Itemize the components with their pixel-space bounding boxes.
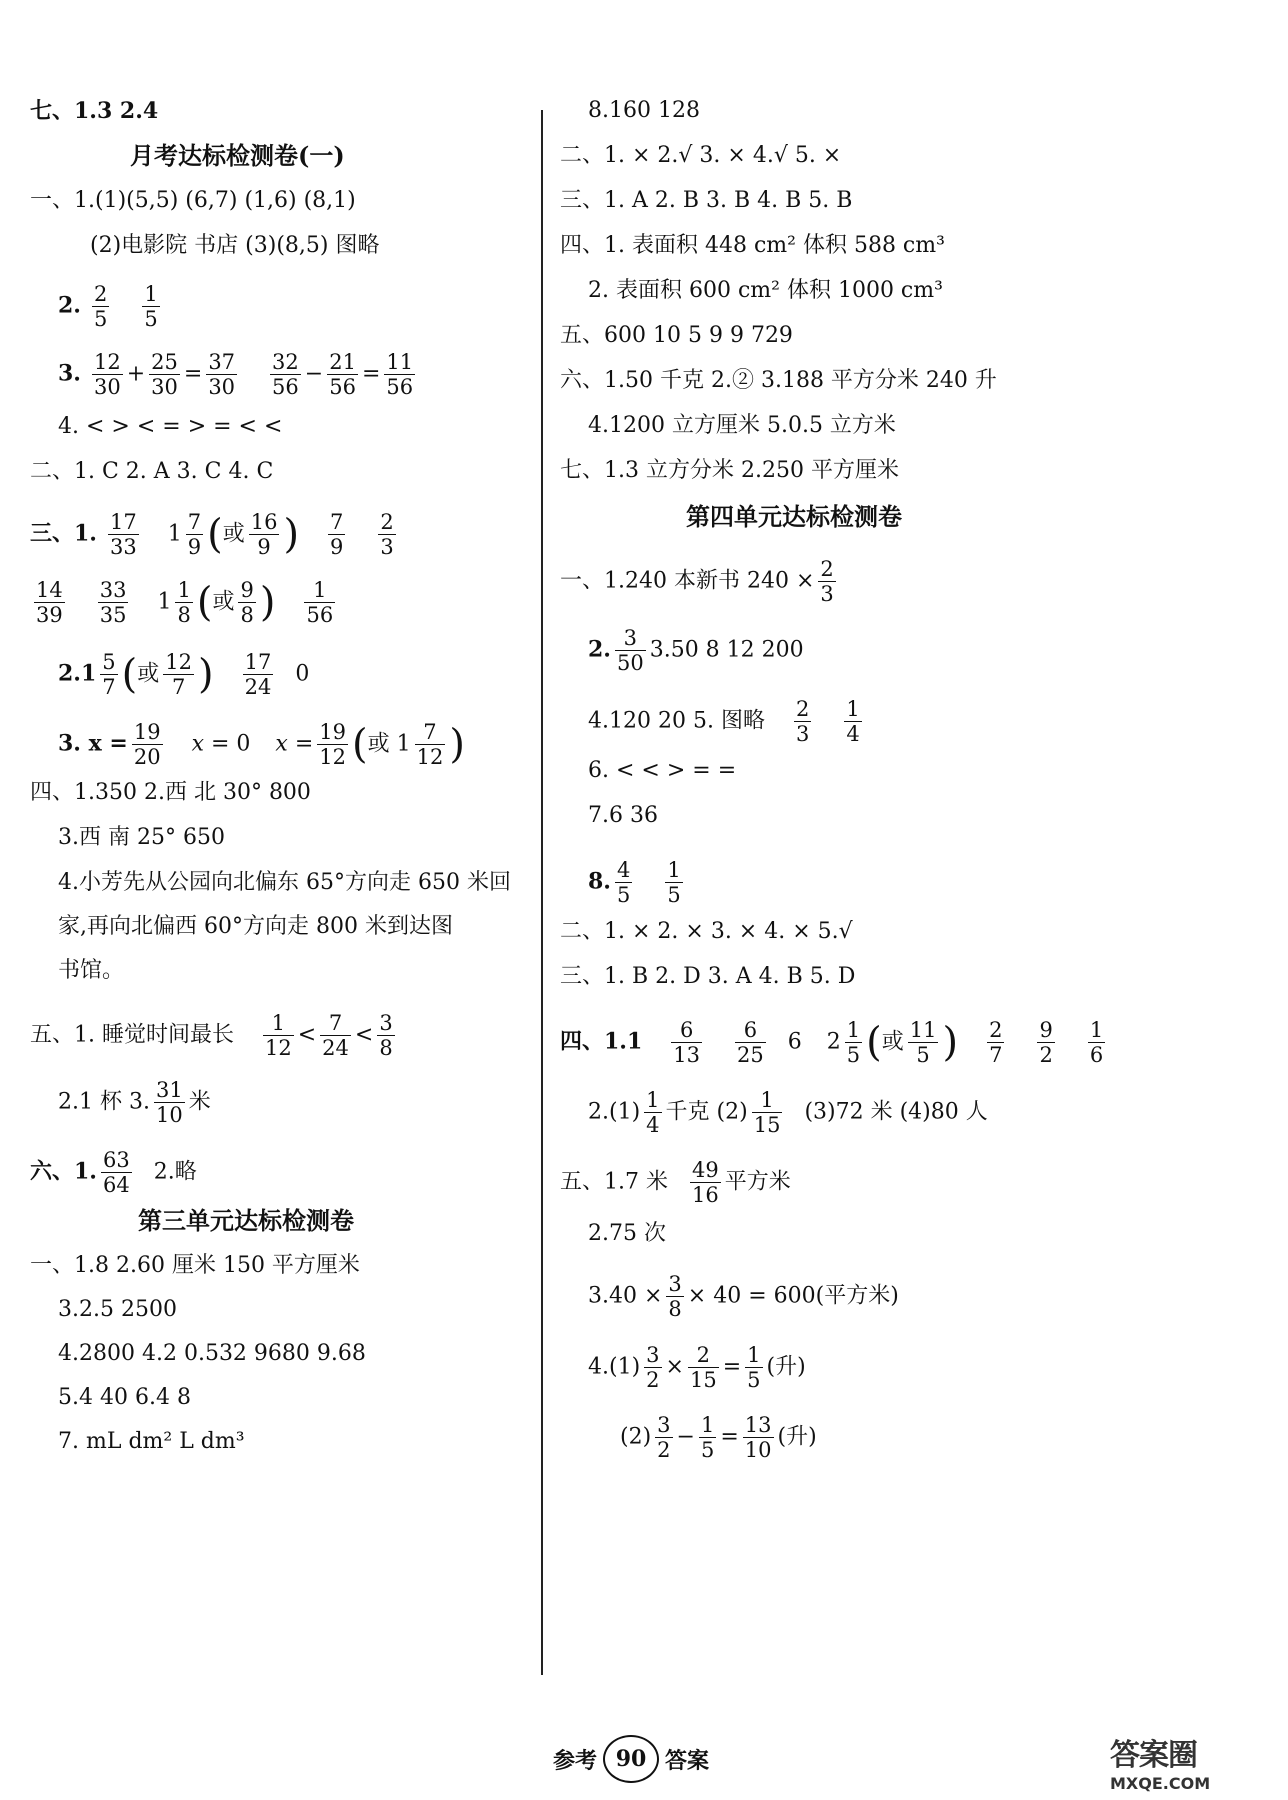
answer-line: 2.(1) $\frac{1}{4}$ 千克 (2) $\frac{1}{15}$ (3)72 米 (4)80 人 — [588, 1088, 988, 1137]
answer-line: 2.75 次 — [588, 1221, 666, 1246]
footer-label-left: 参考 — [553, 1747, 598, 1774]
answer-line: 三、1. A 2. B 3. B 4. B 5. B — [560, 188, 853, 213]
answer-line: 2.1 $\frac{5}{7}$ (或 $\frac{12}{7}$ ) $\frac{17}{24}$ 0 — [58, 650, 310, 699]
answer-line: 8. $\frac{4}{5}$ $\frac{1}{5}$ — [588, 858, 681, 907]
answer-line: 六、1. $\frac{63}{64}$ 2.略 — [30, 1148, 197, 1197]
page-number: 90 — [603, 1735, 659, 1783]
answer-line: 二、1. × 2. × 3. × 4. × 5.√ — [560, 919, 853, 944]
footer-label-right: 答案 — [665, 1747, 710, 1774]
answer-line: 6. < < > = = — [588, 758, 737, 783]
section-title: 月考达标检测卷(一) — [130, 141, 345, 170]
answer-line: 二、1. C 2. A 3. C 4. C — [30, 459, 274, 484]
answer-line: (2)电影院 书店 (3)(8,5) 图略 — [90, 233, 380, 258]
answer-line: 四、1.1 $\frac{6}{13}$ $\frac{6}{25}$ 6 2 $\frac{1}{5}$ (或 $\frac{11}{5}$ ) $\frac{2}{7}$ $\frac{9}{2}$ $\frac{1}{6}$ — [560, 1018, 1104, 1067]
answer-line: 四、1.350 2.西 北 30° 800 — [30, 780, 311, 805]
answer-line: 4.(1) $\frac{3}{2}$ × $\frac{2}{15}$ = $\frac{1}{5}$ (升) — [588, 1343, 806, 1392]
answer-line: 2.1 杯 3. $\frac{31}{10}$ 米 — [58, 1078, 211, 1127]
page-footer — [553, 1735, 709, 1783]
answer-line: $\frac{14}{39}$ $\frac{33}{35}$ 1 $\frac{1}{8}$ (或 $\frac{9}{8}$ ) $\frac{1}{56}$ — [36, 578, 334, 627]
section-title: 第四单元达标检测卷 — [686, 502, 902, 531]
answer-line: 五、1.7 米 $\frac{49}{16}$ 平方米 — [560, 1158, 791, 1207]
answer-line: 六、1.50 千克 2.② 3.188 平方分米 240 升 — [560, 368, 997, 393]
answer-line: 三、1. $\frac{17}{33}$ 1 $\frac{7}{9}$ (或 $\frac{16}{9}$ ) $\frac{7}{9}$ $\frac{2}{3}$ — [30, 510, 394, 559]
answer-line: 七、1.3 立方分米 2.250 平方厘米 — [560, 458, 899, 483]
answer-line: 3. x = $\frac{19}{20}$ x = 0 x = $\frac{19}{12}$ (或 1 $\frac{7}{12}$ ) — [58, 720, 465, 769]
watermark-logo: 答案圈 MXQE.COM — [1110, 1738, 1211, 1793]
answer-line: 7. mL dm² L dm³ — [58, 1429, 245, 1454]
section-title: 第三单元达标检测卷 — [138, 1206, 354, 1235]
answer-line: 七、1.3 2.4 — [30, 98, 159, 124]
answer-line: 一、1.8 2.60 厘米 150 平方厘米 — [30, 1253, 360, 1278]
answer-line: 一、1.240 本新书 240 × $\frac{2}{3}$ — [560, 557, 834, 606]
answer-line: 2. $\frac{2}{5}$ $\frac{1}{5}$ — [58, 282, 158, 331]
answer-line: 2. $\frac{3}{50}$ 3.50 8 12 200 — [588, 626, 804, 675]
answer-line: (2) $\frac{3}{2}$ − $\frac{1}{5}$ = $\frac{13}{10}$ (升) — [620, 1413, 817, 1462]
answer-line: 3.西 南 25° 650 — [58, 825, 225, 850]
answer-line: 3.2.5 2500 — [58, 1297, 177, 1322]
answer-line: 4.120 20 5. 图略 $\frac{2}{3}$ $\frac{1}{4}$ — [588, 697, 860, 746]
answer-line: 2. 表面积 600 cm² 体积 1000 cm³ — [588, 278, 943, 303]
answer-line: 4.2800 4.2 0.532 9680 9.68 — [58, 1341, 366, 1366]
answer-line: 4.小芳先从公园向北偏东 65°方向走 650 米回 — [58, 870, 511, 895]
answer-line: 4.1200 立方厘米 5.0.5 立方米 — [588, 413, 896, 438]
answer-line: 书馆。 — [58, 958, 125, 983]
answer-line: 四、1. 表面积 448 cm² 体积 588 cm³ — [560, 233, 945, 258]
answer-line: 5.4 40 6.4 8 — [58, 1385, 191, 1410]
answer-line: 五、600 10 5 9 9 729 — [560, 323, 793, 348]
column-divider — [541, 110, 543, 1675]
answer-line: 一、1.(1)(5,5) (6,7) (1,6) (8,1) — [30, 188, 356, 213]
answer-line: 3. $\frac{12}{30}$ + $\frac{25}{30}$ = $\frac{37}{30}$ $\frac{32}{56}$ − $\frac{21}{56}$ = $\frac{11}{56}$ — [58, 350, 414, 399]
answer-line: 3.40 × $\frac{3}{8}$ × 40 = 600(平方米) — [588, 1272, 899, 1321]
answer-line: 二、1. × 2.√ 3. × 4.√ 5. × — [560, 143, 842, 168]
answer-line: 8.160 128 — [588, 98, 700, 123]
answer-line: 家,再向北偏西 60°方向走 800 米到达图 — [58, 914, 453, 939]
answer-line: 五、1. 睡觉时间最长 $\frac{1}{12}$ < $\frac{7}{24}$ < $\frac{3}{8}$ — [30, 1011, 393, 1060]
answer-line: 7.6 36 — [588, 803, 658, 828]
answer-line: 4. < > < = > = < < — [58, 414, 283, 439]
answer-line: 三、1. B 2. D 3. A 4. B 5. D — [560, 964, 856, 989]
